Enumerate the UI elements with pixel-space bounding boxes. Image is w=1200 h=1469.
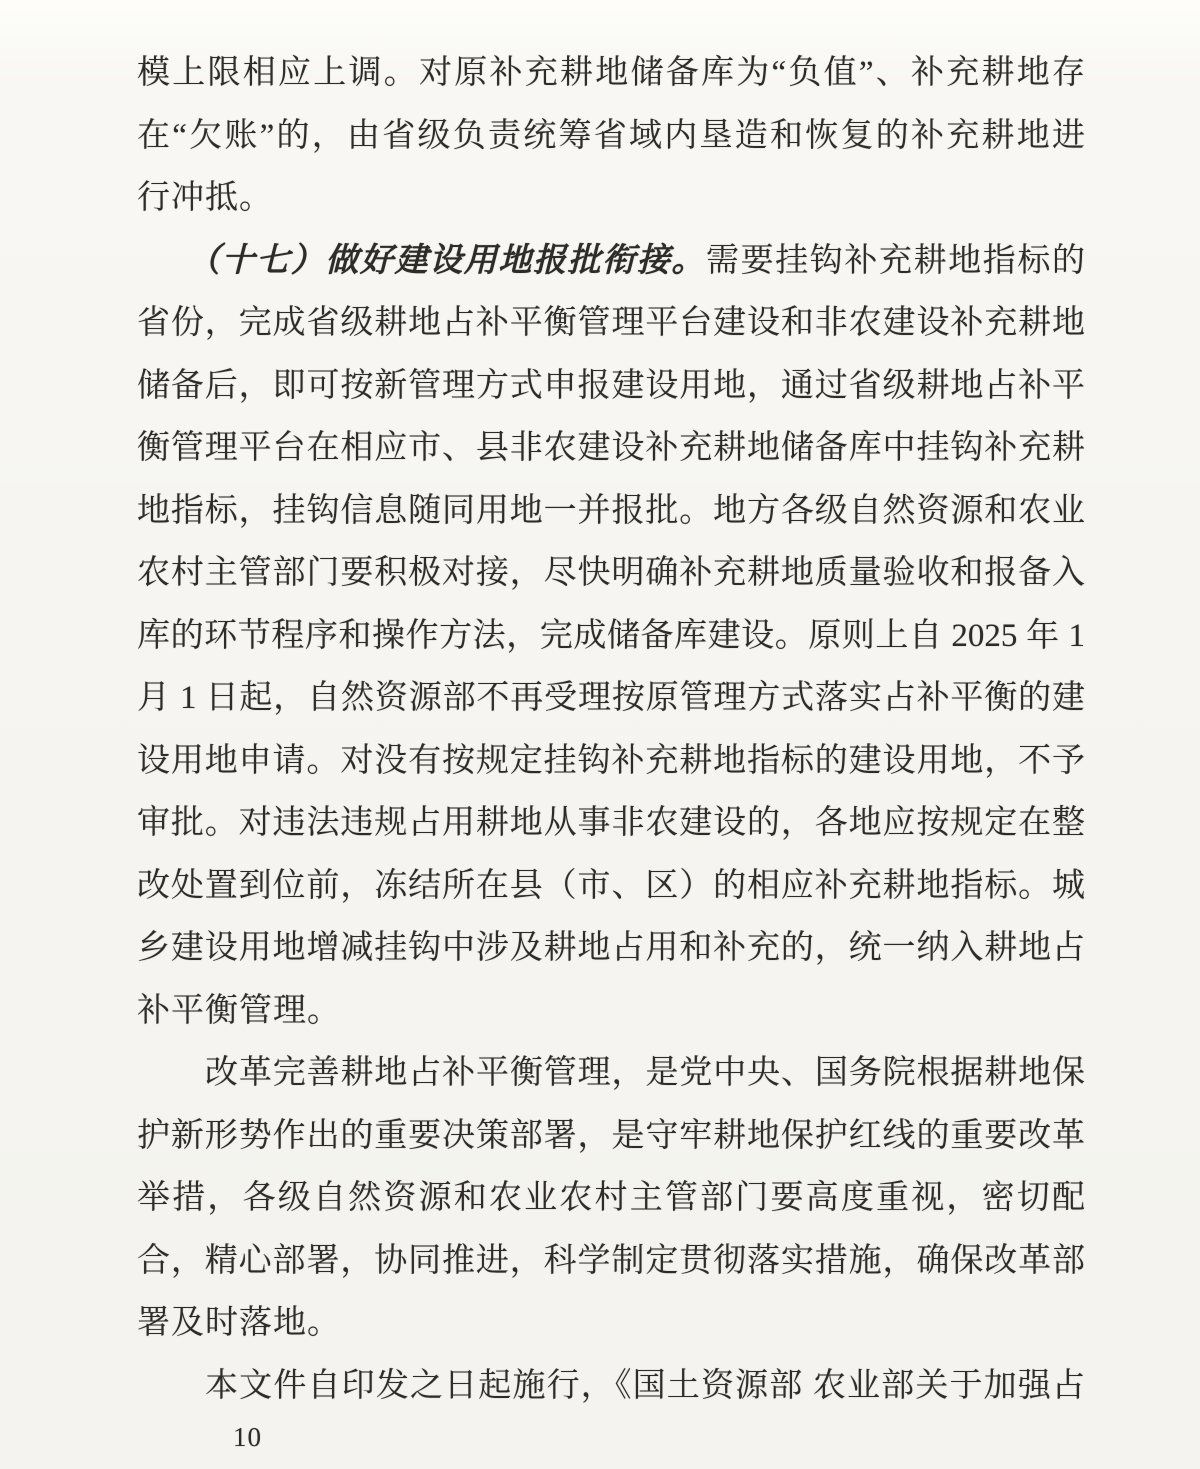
text-line: 举措，各级自然资源和农业农村主管部门要高度重视，密切配 <box>137 1180 1085 1216</box>
text-line: 衡管理平台在相应市、县非农建设补充耕地储备库中挂钩补充耕 <box>137 430 1085 466</box>
text-line: 省份，完成省级耕地占补平衡管理平台建设和非农建设补充耕地 <box>137 305 1085 341</box>
text-line: 改革完善耕地占补平衡管理，是党中央、国务院根据耕地保 <box>205 1055 1085 1091</box>
text-line: 合，精心部署，协同推进，科学制定贯彻落实措施，确保改革部 <box>137 1242 1085 1279</box>
text-line: 地指标，挂钩信息随同用地一并报批。地方各级自然资源和农业 <box>137 492 1085 529</box>
text-line: 在“欠账”的，由省级负责统筹省域内垦造和恢复的补充耕地进 <box>137 117 1085 154</box>
text-line: 模上限相应上调。对原补充耕地储备库为“负值”、补充耕地存 <box>137 55 1085 91</box>
text-line: 改处置到位前，冻结所在县（市、区）的相应补充耕地指标。城 <box>137 867 1085 904</box>
page-number: 10 <box>233 1422 262 1452</box>
text-line: 行冲抵。 <box>137 180 273 216</box>
text-line: 农村主管部门要积极对接，尽快明确补充耕地质量验收和报备入 <box>137 555 1085 591</box>
text-line: 补平衡管理。 <box>137 992 341 1029</box>
section-17-heading: （十七）做好建设用地报批衔接。 <box>187 242 706 279</box>
text-line: 库的环节程序和操作方法，完成储备库建设。原则上自 2025 年 1 <box>137 617 1085 654</box>
text-line: 署及时落地。 <box>137 1305 341 1341</box>
text-line: 审批。对违法违规占用耕地从事非农建设的，各地应按规定在整 <box>137 805 1085 841</box>
text-line: 护新形势作出的重要决策部署，是守牢耕地保护红线的重要改革 <box>137 1117 1085 1154</box>
text-line: 设用地申请。对没有按规定挂钩补充耕地指标的建设用地，不予 <box>137 742 1085 779</box>
text-line: 月 1 日起，自然资源部不再受理按原管理方式落实占补平衡的建 <box>137 680 1085 716</box>
text-line <box>137 230 1085 293</box>
text-line: 本文件自印发之日起施行，《国土资源部 农业部关于加强占 <box>205 1367 1085 1404</box>
text-line: 储备后，即可按新管理方式申报建设用地，通过省级耕地占补平 <box>137 367 1085 404</box>
text-line: 乡建设用地增减挂钩中涉及耕地占用和补充的，统一纳入耕地占 <box>137 930 1085 966</box>
section-17-lead-text: 需要挂钩补充耕地指标的 <box>706 242 1085 279</box>
